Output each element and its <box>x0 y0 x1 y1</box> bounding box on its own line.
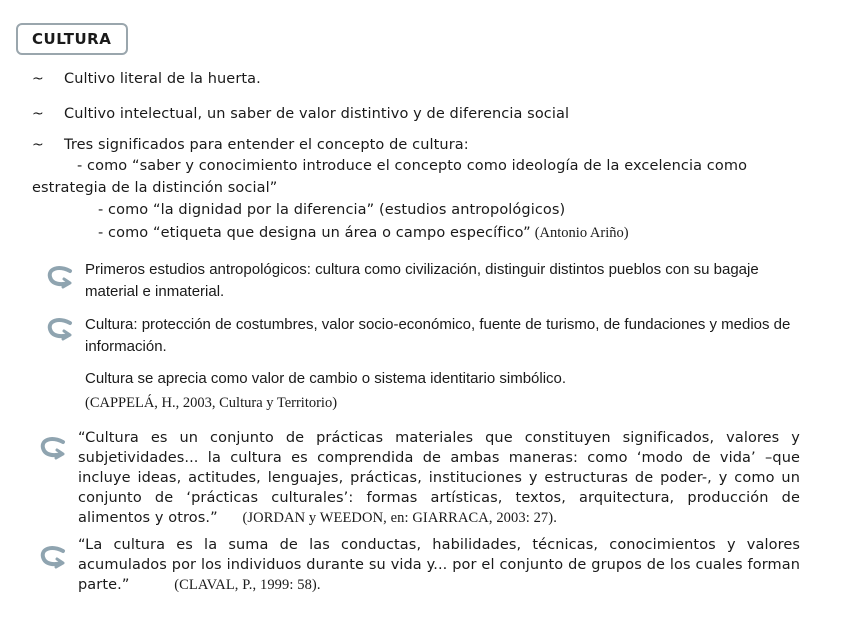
curved-arrow-icon <box>37 545 67 571</box>
tilde-marker: ~ <box>32 106 44 122</box>
citation-claval: (CLAVAL, P., 1999: 58). <box>174 577 321 593</box>
bullet-1 <box>32 71 261 87</box>
point-3: Cultura se aprecia como valor de cambio o sistema identitario simbólico. <box>85 370 567 387</box>
bullet-text: Cultivo literal de la huerta. <box>64 71 261 87</box>
quote-2 <box>78 535 800 595</box>
bullet-3 <box>32 137 469 153</box>
quote-2-text: “La cultura es la suma de las conductas, habilidades, técnicas, conocimientos y valores acumulados por los individuos durante su vida y... por el conjunto de grupos de los cuales forman parte.” <box>78 537 800 593</box>
tilde-marker: ~ <box>32 137 44 153</box>
meaning-2: - como “la dignidad por la diferencia” (estudios antropológicos) <box>98 202 566 218</box>
page-title: CULTURA <box>32 30 112 48</box>
point-2: Cultura: protección de costumbres, valor socio-económico, fuente de turismo, de fundaciones y medios de información. <box>85 316 791 355</box>
tilde-marker: ~ <box>32 71 44 87</box>
meaning-3-text: - como “etiqueta que designa un área o campo específico” <box>98 225 531 241</box>
meaning-1-line-2: estrategia de la distinción social” <box>32 180 278 196</box>
citation-jordan: (JORDAN y WEEDON, en: GIARRACA, 2003: 27). <box>242 510 557 526</box>
citation-arino: (Antonio Ariño) <box>534 225 629 241</box>
curved-arrow-icon <box>44 265 74 291</box>
bullet-2 <box>32 106 569 122</box>
bullet-text: Cultivo intelectual, un saber de valor distintivo y de diferencia social <box>64 106 570 122</box>
meaning-1-line-1: - como “saber y conocimiento introduce el concepto como ideología de la excelencia como <box>77 158 748 174</box>
curved-arrow-icon <box>44 317 74 343</box>
curved-arrow-icon <box>37 436 67 462</box>
quote-1-text: “Cultura es un conjunto de prácticas materiales que constituyen significados, valores y subjetividades... la cultura es comprendida de ambas maneras: como ‘modo de vida’ –que incluye ideas, actitudes, lenguajes, prácticas, instituciones y estructuras de poder-, y como un conjunto de ‘prácticas culturales’: formas artísticas, textos, arquitectura, producción de alimentos y otros.” <box>78 430 800 526</box>
bullet-text: Tres significados para entender el concepto de cultura: <box>64 137 469 153</box>
title-box <box>16 23 128 55</box>
point-1: Primeros estudios antropológicos: cultura como civilización, distinguir distintos pueblos con su bagaje material e inmaterial. <box>85 261 759 300</box>
quote-1 <box>78 428 800 528</box>
meaning-3 <box>98 224 629 242</box>
citation-cappela: (CAPPELÁ, H., 2003, Cultura y Territorio) <box>85 395 338 411</box>
